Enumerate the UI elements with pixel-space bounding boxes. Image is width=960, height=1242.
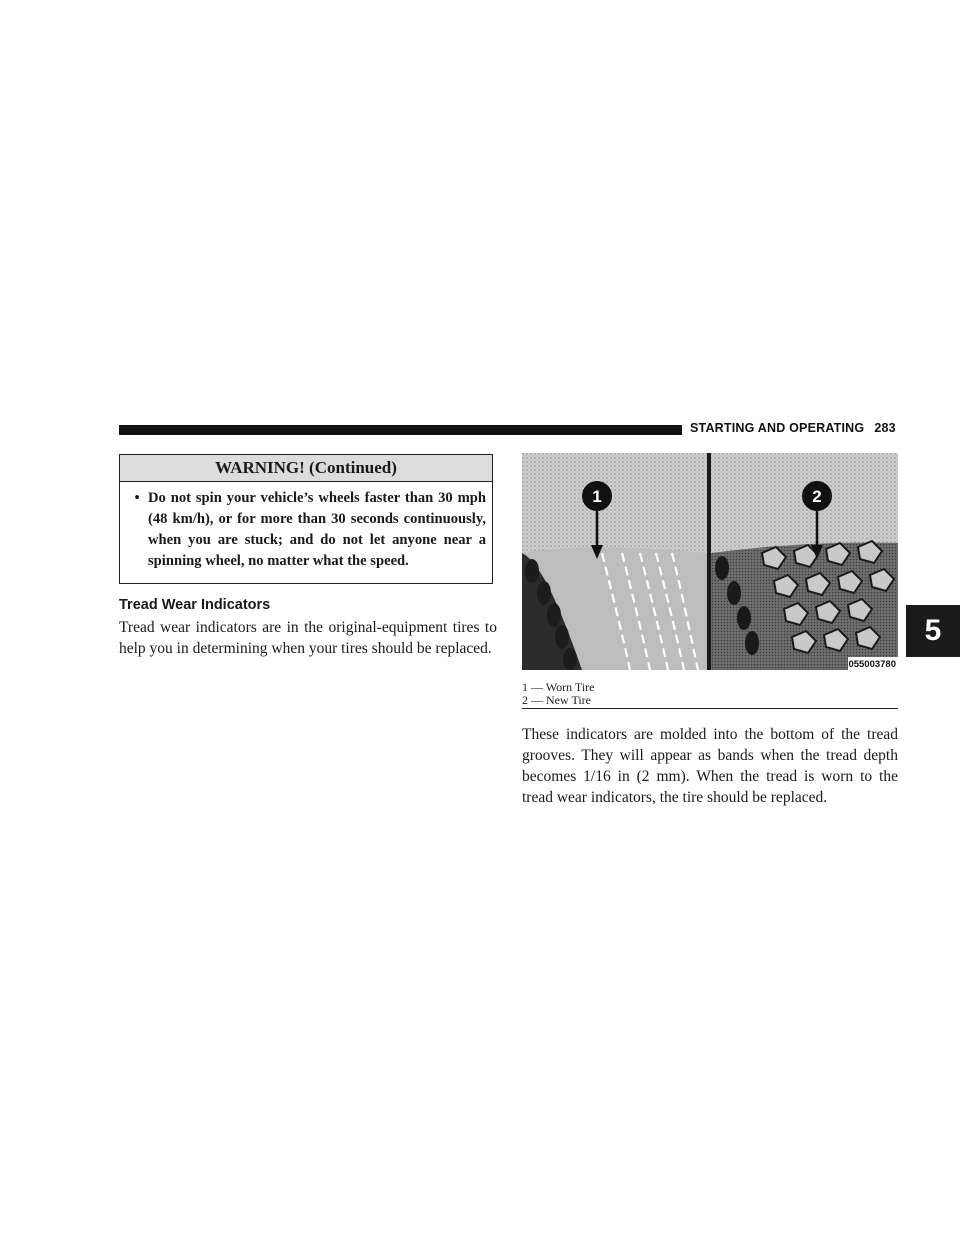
warning-box	[119, 454, 493, 584]
new-tire	[711, 541, 898, 670]
running-header	[690, 421, 900, 435]
bullet-icon: •	[134, 490, 140, 506]
tire-tread-figure	[522, 453, 898, 670]
callout-2-label: 2	[812, 487, 822, 506]
figure-captions	[522, 681, 898, 709]
callout-1-label: 1	[592, 487, 602, 506]
page-number: 283	[874, 421, 896, 435]
tire-illustration	[522, 453, 898, 670]
chapter-tab: 5	[906, 605, 960, 657]
indicator-paragraph: These indicators are molded into the bottom of the tread grooves. They will appear as bands when the tread depth becomes 1/16 in (2 mm). When the tread is worn to the tread wear indicators, the tire should be replaced.	[522, 726, 898, 806]
panel-divider	[707, 453, 711, 670]
section-title: Tread Wear Indicators	[119, 597, 271, 613]
section-name: STARTING AND OPERATING	[690, 421, 865, 435]
header-rule	[119, 425, 682, 435]
warning-text: Do not spin your vehicle’s wheels faster than 30 mph (48 km/h), or for more than 30 seconds continuously, when you are stuck; and do not let anyone near a spinning wheel, no matter what the speed.	[148, 490, 486, 569]
worn-tire	[522, 547, 707, 670]
caption-new-tire: 2 — New Tire	[522, 693, 592, 707]
warning-title: WARNING! (Continued)	[120, 455, 492, 482]
tread-paragraph: Tread wear indicators are in the original-equipment tires to help you in determining when your tires should be replaced.	[119, 619, 497, 657]
warning-body	[120, 482, 492, 572]
figure-id: 055003780	[848, 659, 896, 670]
caption-worn-tire: 1 — Worn Tire	[522, 680, 595, 694]
